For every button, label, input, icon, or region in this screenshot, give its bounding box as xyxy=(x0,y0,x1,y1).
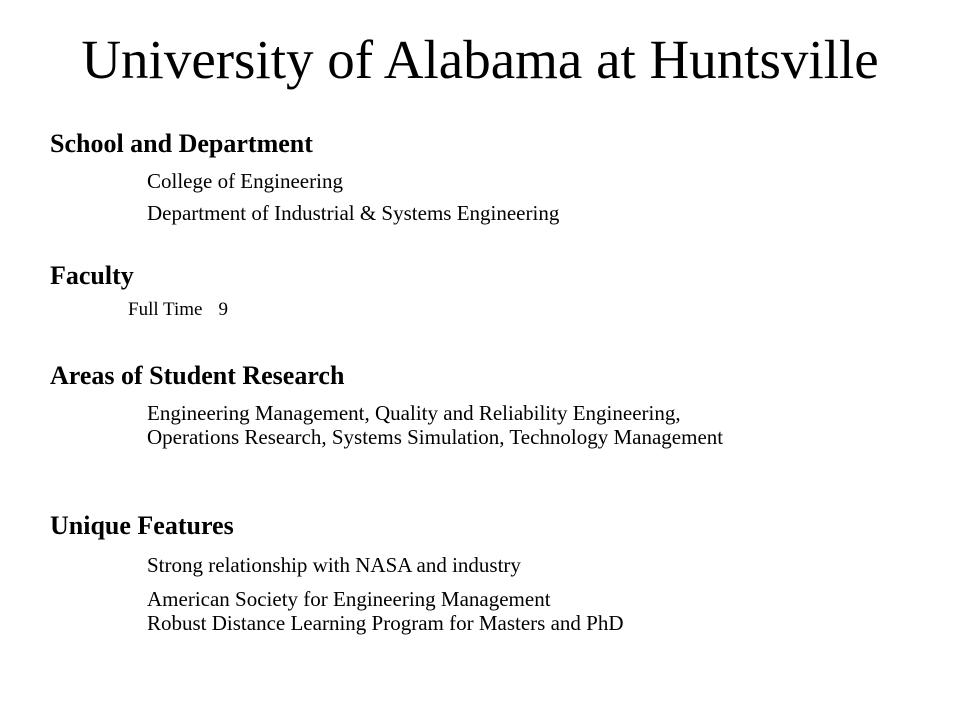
faculty-fulltime-count: 9 xyxy=(218,299,228,320)
faculty-fulltime-line xyxy=(128,300,228,321)
college-line: College of Engineering xyxy=(147,169,343,193)
feature-item-1: Strong relationship with NASA and industry xyxy=(147,553,521,577)
feature-item-2: American Society for Engineering Management xyxy=(147,587,551,611)
feature-item-3: Robust Distance Learning Program for Masters and PhD xyxy=(147,611,624,635)
slide-title: University of Alabama at Huntsville xyxy=(81,29,879,90)
features-heading: Unique Features xyxy=(50,511,234,540)
faculty-heading: Faculty xyxy=(50,261,134,290)
research-heading: Areas of Student Research xyxy=(50,361,345,390)
school-department-heading: School and Department xyxy=(50,129,313,158)
research-line-2: Operations Research, Systems Simulation, Technology Management xyxy=(147,425,724,449)
research-line-1: Engineering Management, Quality and Reliability Engineering, xyxy=(147,401,681,425)
faculty-fulltime-label: Full Time xyxy=(128,299,203,320)
department-line: Department of Industrial & Systems Engineering xyxy=(147,201,560,225)
